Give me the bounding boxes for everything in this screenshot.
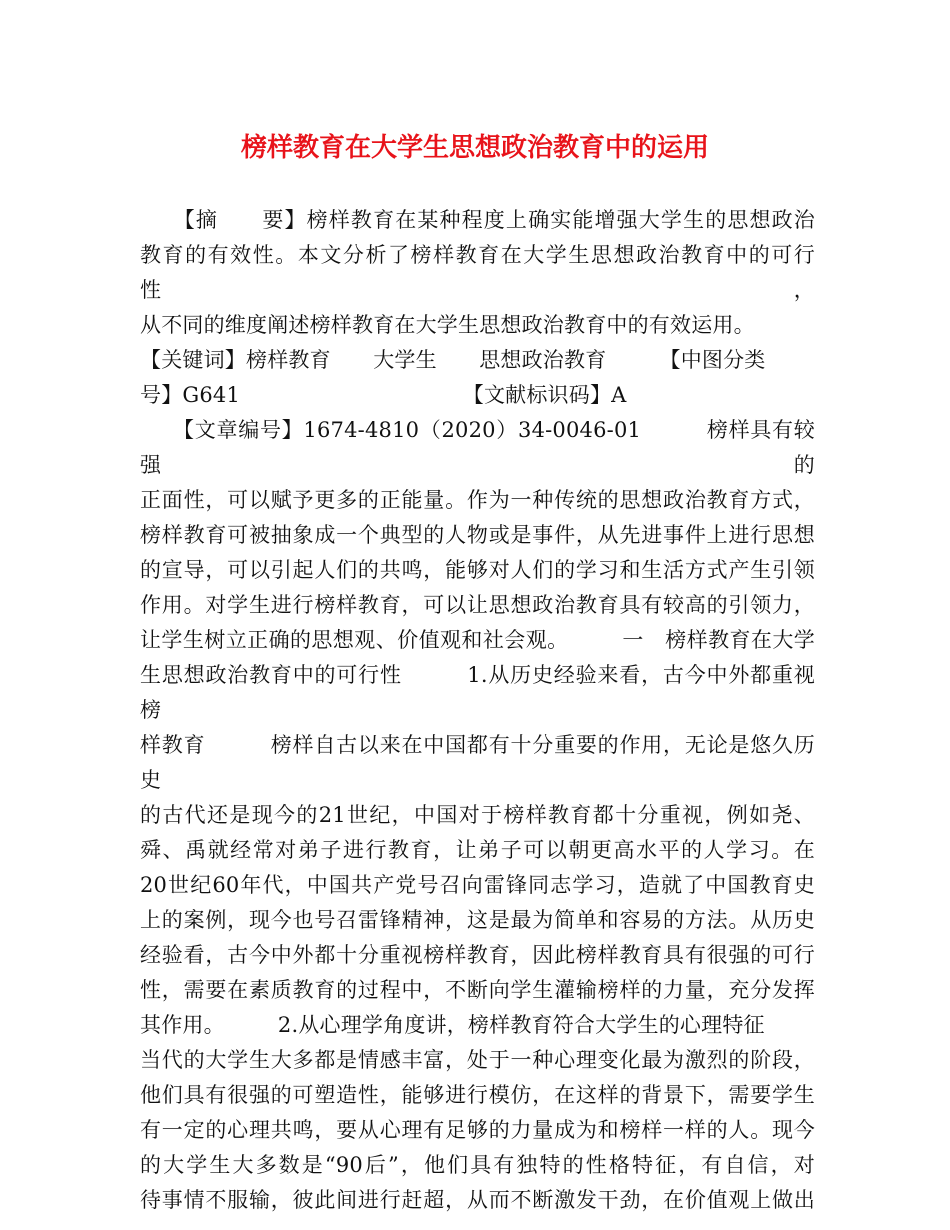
body-line: 经验看，古今中外都十分重视榜样教育，因此榜样教育具有很强的可行 [140,943,815,967]
body-line: 【摘 要】榜样教育在某种程度上确实能增强大学生的思想政治 [140,208,815,232]
body-line: 待事情不服输，彼此间进行赶超，从而不断激发干劲，在价值观上做出 [140,1188,815,1212]
body-line: 的宣导，可以引起人们的共鸣，能够对人们的学习和生活方式产生引领 [140,558,815,582]
body-line: 有一定的心理共鸣，要从心理有足够的力量成为和榜样一样的人。现今 [140,1118,815,1142]
body-line: 让学生树立正确的思想观、价值观和社会观。 一 榜样教育在大学 [140,628,815,652]
body-line: 【关键词】榜样教育 大学生 思想政治教育 【中图分类 [140,348,766,372]
body-line: 当代的大学生大多都是情感丰富，处于一种心理变化最为激烈的阶段， [140,1048,815,1072]
body-line: 正面性，可以赋予更多的正能量。作为一种传统的思想政治教育方式， [140,488,815,512]
body-line: 舜、禹就经常对弟子进行教育，让弟子可以朝更高水平的人学习。在 [140,838,815,862]
body-line: 性，需要在素质教育的过程中，不断向学生灌输榜样的力量，充分发挥 [140,978,815,1002]
body-line: 20世纪60年代，中国共产党号召向雷锋同志学习，造就了中国教育史 [140,873,815,897]
body-line: 样教育 榜样自古以来在中国都有十分重要的作用，无论是悠久历史 [140,733,815,792]
body-line: 其作用。 2.从心理学角度讲，榜样教育符合大学生的心理特征 [140,1013,765,1037]
document-title: 榜样教育在大学生思想政治教育中的运用 [240,133,709,163]
body-line: 的古代还是现今的21世纪，中国对于榜样教育都十分重视，例如尧、 [140,803,815,827]
body-text [140,203,815,1218]
body-line: 的大学生大多数是“90后”，他们具有独特的性格特征，有自信，对 [140,1153,815,1177]
body-line: 从不同的维度阐述榜样教育在大学生思想政治教育中的有效运用。 [140,313,755,337]
body-line: 作用。对学生进行榜样教育，可以让思想政治教育具有较高的引领力， [140,593,815,617]
body-line: 生思想政治教育中的可行性 1.从历史经验来看，古今中外都重视榜 [140,663,815,722]
body-line: 号】G641 【文献标识码】A [140,383,627,407]
body-line: 他们具有很强的可塑造性，能够进行模仿，在这样的背景下，需要学生 [140,1083,815,1107]
body-line: 【文章编号】1674-4810（2020）34-0046-01 榜样具有较强的 [140,418,815,477]
body-line: 榜样教育可被抽象成一个典型的人物或是事件，从先进事件上进行思想 [140,523,815,547]
body-line: 教育的有效性。本文分析了榜样教育在大学生思想政治教育中的可行性， [140,243,815,302]
body-line: 上的案例，现今也号召雷锋精神，这是最为简单和容易的方法。从历史 [140,908,815,932]
